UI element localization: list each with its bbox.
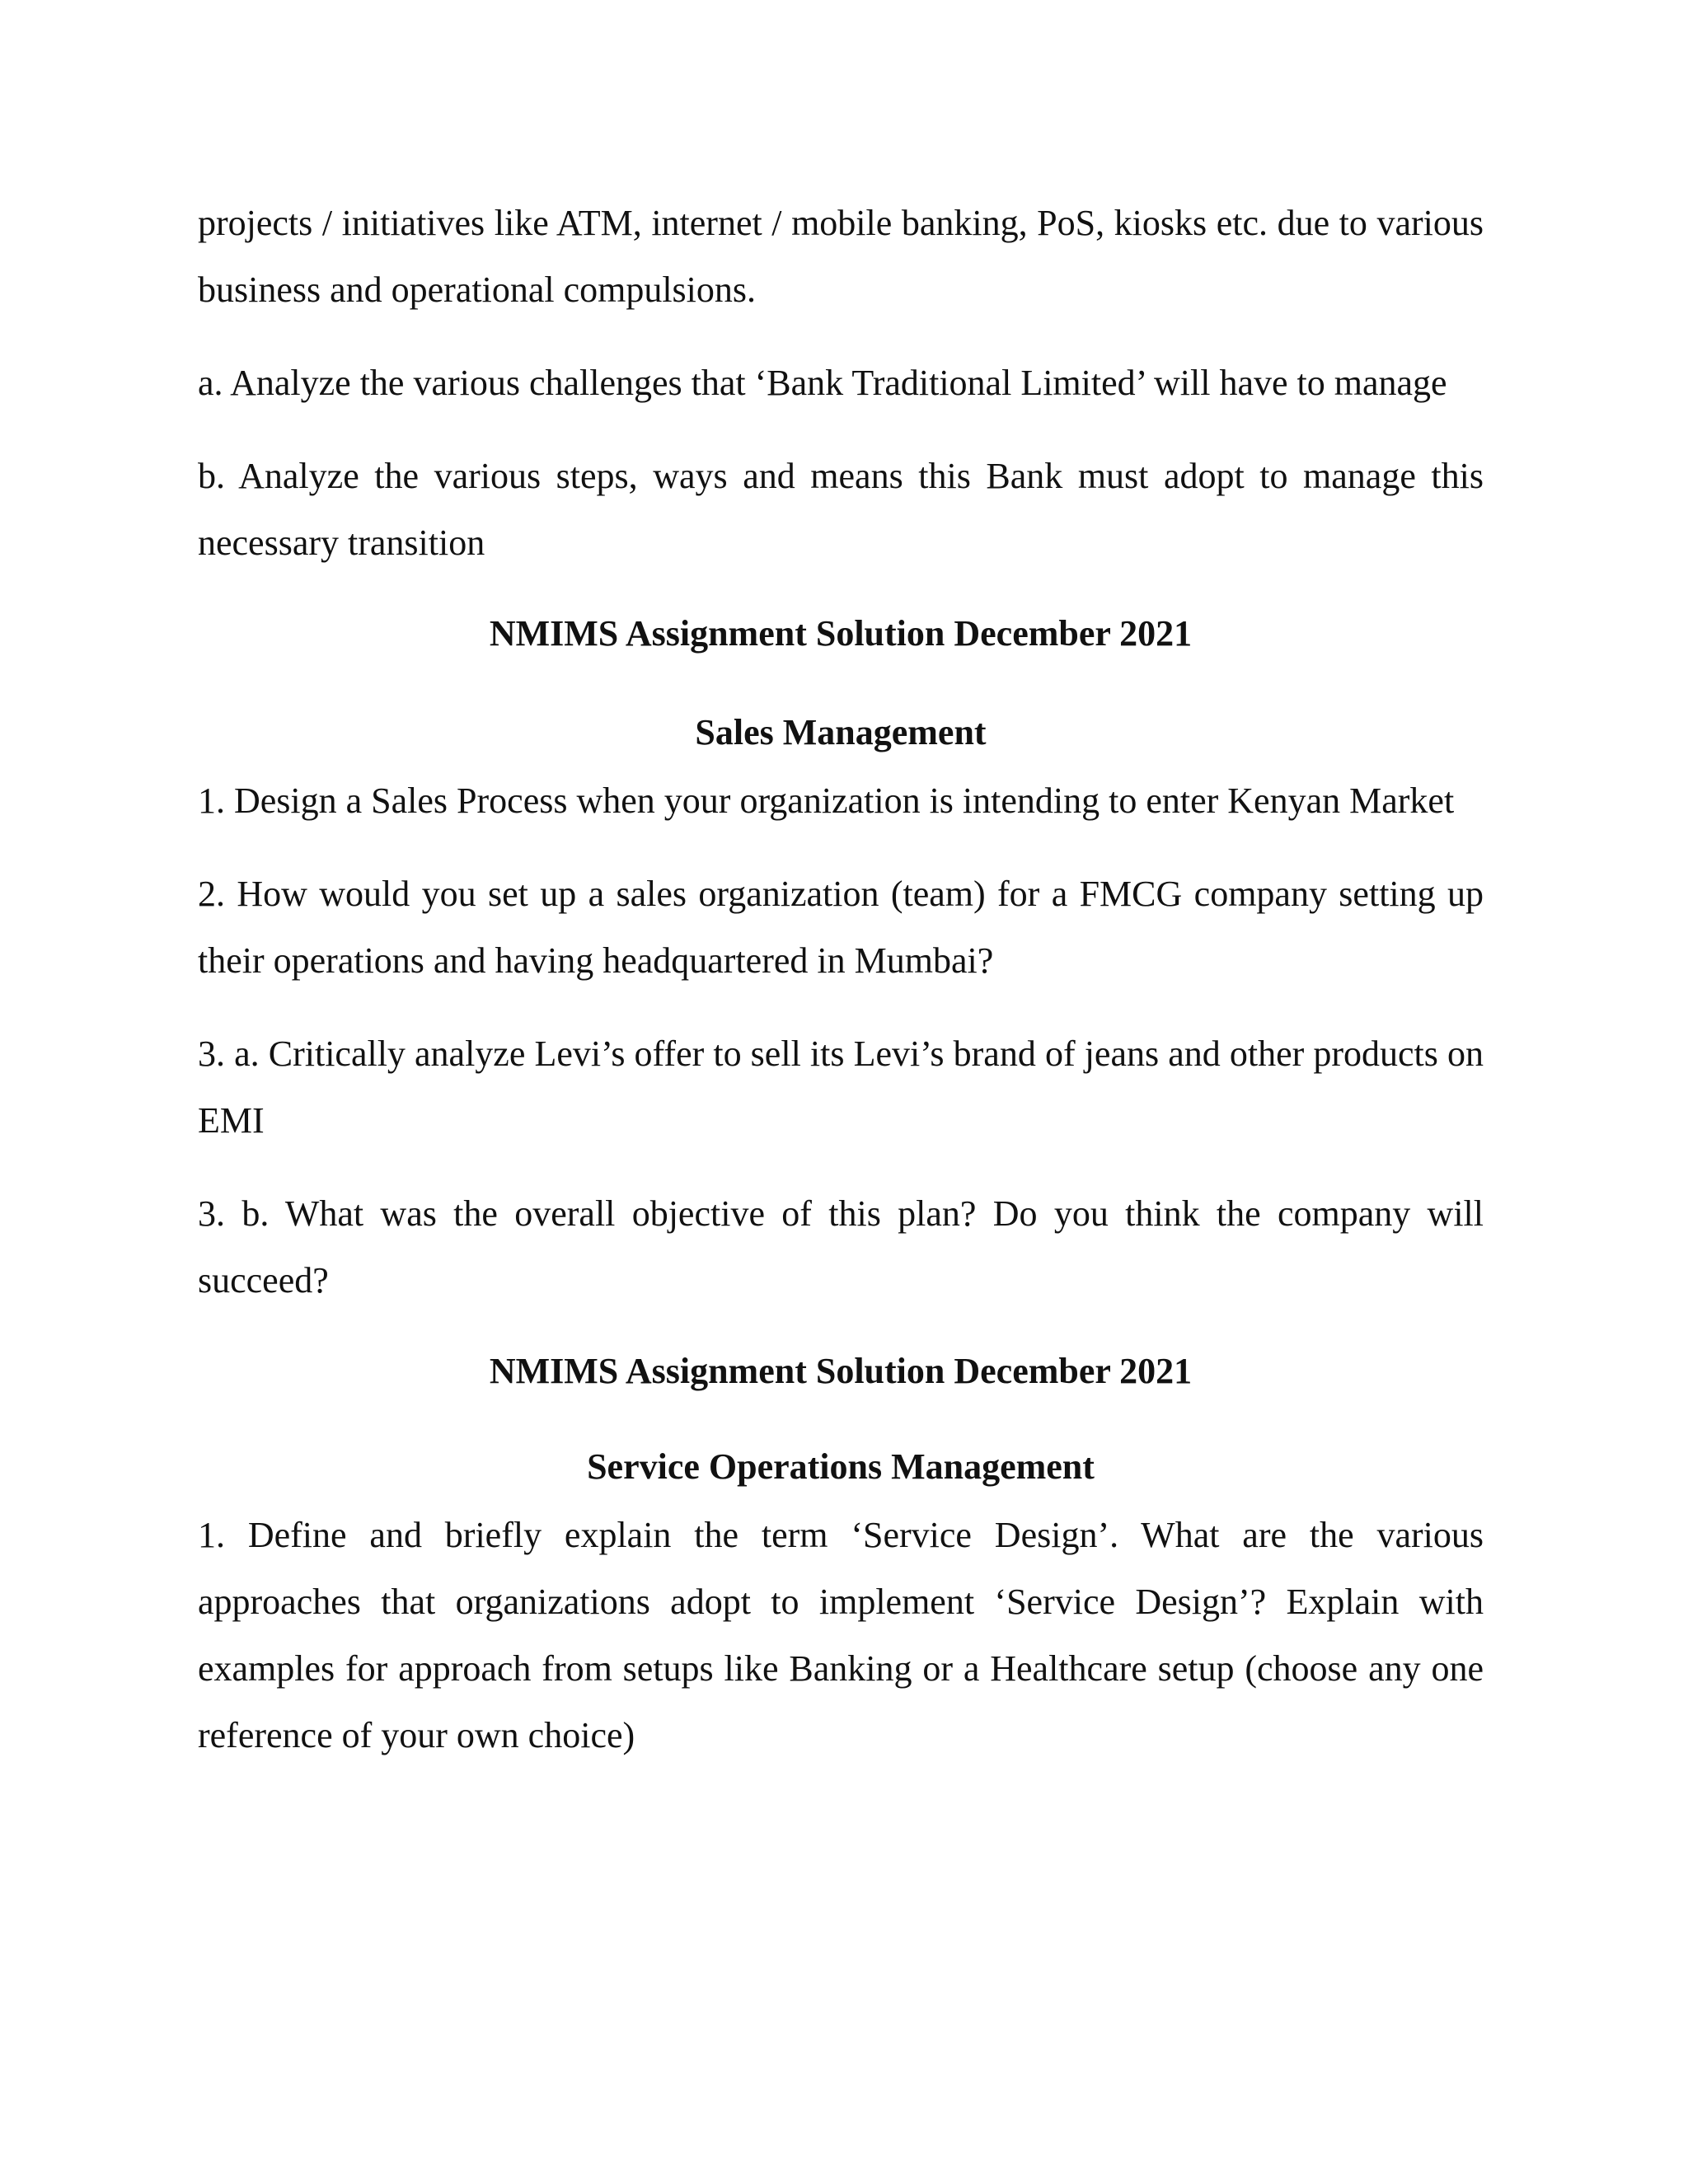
intro-paragraph: projects / initiatives like ATM, internet / mobile banking, PoS, kiosks etc. due to various business and operational compulsions. (198, 203, 1484, 310)
sales-question-3b: 3. b. What was the overall objective of this plan? Do you think the company will succeed? (198, 1193, 1484, 1301)
section-subject-sales: Sales Management (695, 712, 987, 752)
sales-question-2: 2. How would you set up a sales organization (team) for a FMCG company setting up their operations and having headquartered in Mumbai? (198, 874, 1484, 981)
service-question-1: 1. Define and briefly explain the term ‘Service Design’. What are the various approaches that organizations adopt to implement ‘Service Design’? Explain with examples for approach from setups like Banking or a Healthcare setup (choose any one reference of your own choice) (198, 1515, 1484, 1755)
section-title-sales: NMIMS Assignment Solution December 2021 (489, 613, 1193, 654)
question-b: b. Analyze the various steps, ways and means this Bank must adopt to manage this necessary transition (198, 456, 1484, 563)
sales-question-1: 1. Design a Sales Process when your organization is intending to enter Kenyan Market (198, 780, 1455, 821)
question-a: a. Analyze the various challenges that ‘Bank Traditional Limited’ will have to manage (198, 363, 1447, 403)
document-page (198, 190, 1484, 1769)
section-title-service: NMIMS Assignment Solution December 2021 (489, 1351, 1193, 1391)
section-subject-service: Service Operations Management (587, 1446, 1095, 1487)
sales-question-3a: 3. a. Critically analyze Levi’s offer to sell its Levi’s brand of jeans and other products on EMI (198, 1033, 1484, 1141)
